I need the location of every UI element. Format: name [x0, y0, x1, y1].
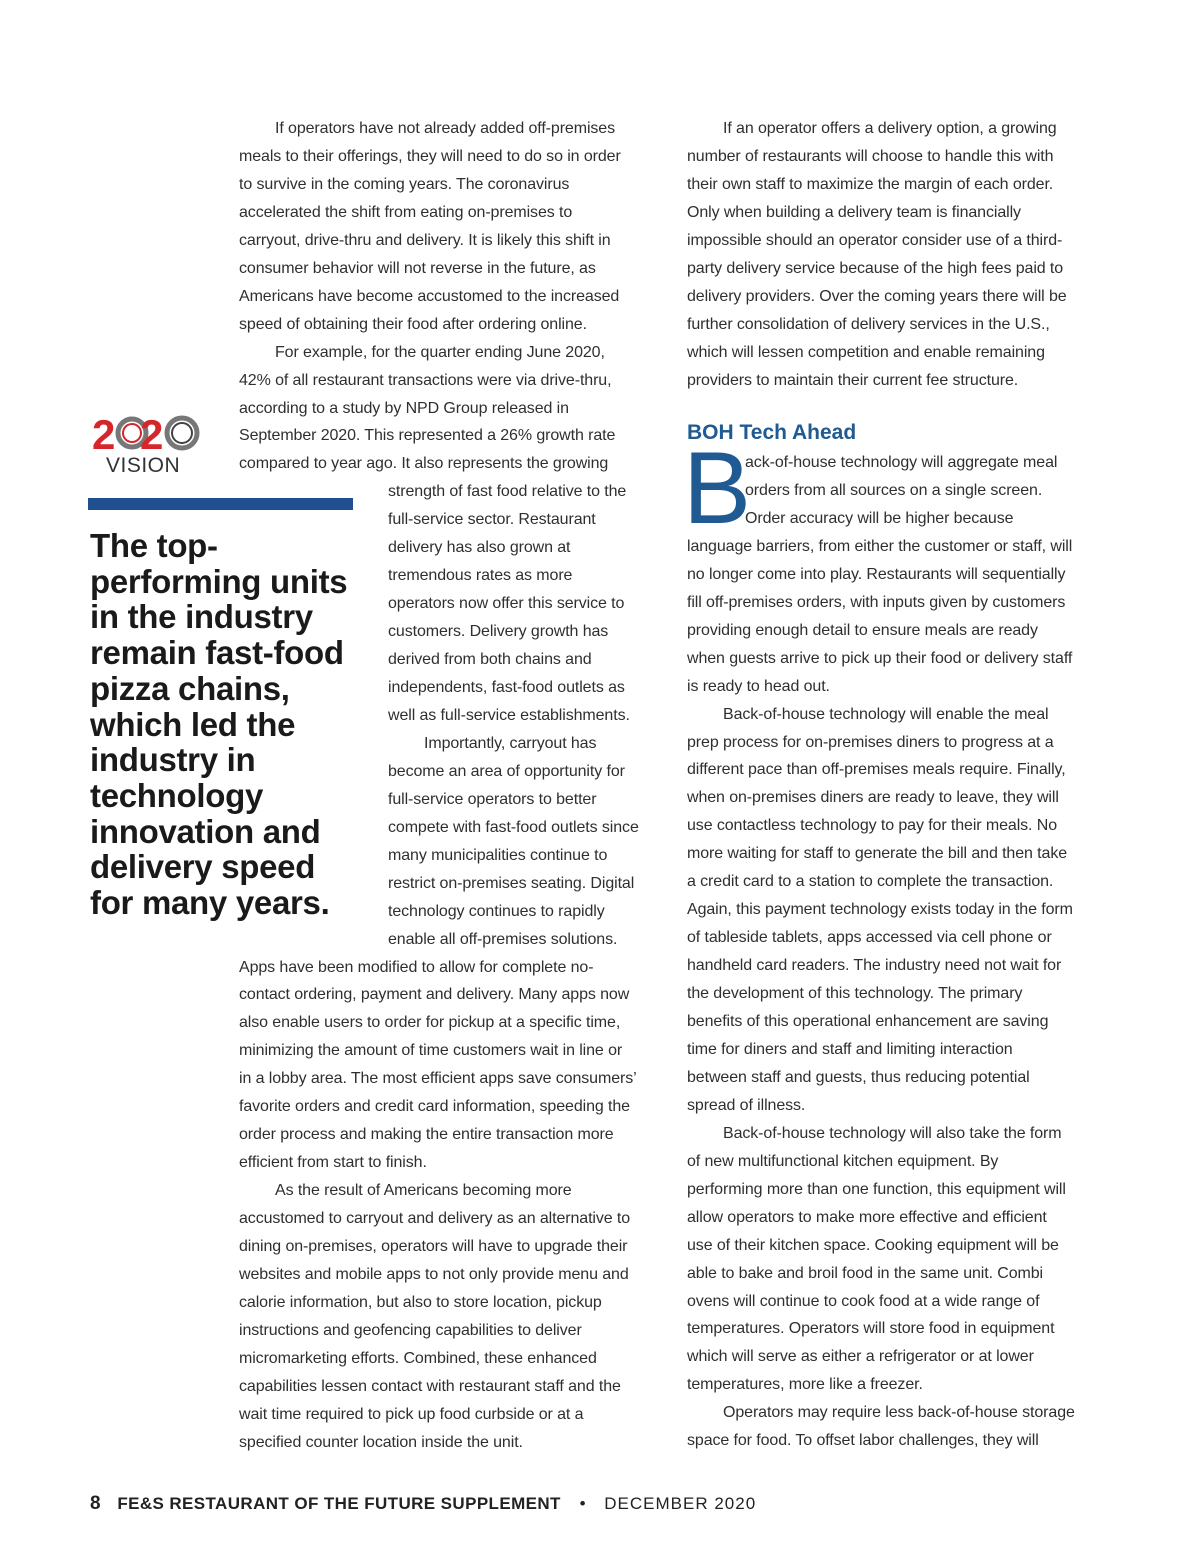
- body-text-line: when guests arrive to pick up their food or delivery staff: [687, 649, 1073, 667]
- body-text-line: space for food. To offset labor challenges, they will: [687, 1432, 1039, 1450]
- body-text-line: specified counter location inside the unit.: [239, 1433, 523, 1451]
- body-text-line: independents, fast-food outlets as: [388, 679, 625, 696]
- body-text-line: September 2020. This represented a 26% growth rate: [239, 427, 616, 445]
- body-text-line: language barriers, from either the customer or staff, will: [687, 537, 1073, 555]
- pull-quote-line: industry in: [90, 741, 256, 779]
- body-text-line: prep process for on-premises diners to progress at a: [687, 733, 1054, 751]
- body-text-line: providers to maintain their current fee structure.: [687, 371, 1019, 389]
- body-text-line: different pace than off-premises meals require. Finally,: [687, 761, 1066, 779]
- body-text-line: performing more than one function, this equipment will: [687, 1180, 1066, 1198]
- body-text-line: handheld card readers. The industry need not wait for: [687, 957, 1062, 975]
- body-text-line: become an area of opportunity for: [388, 762, 625, 780]
- body-text-line: which will lessen competition and enable remaining: [687, 343, 1045, 361]
- body-text-line: micromarketing efforts. Combined, these enhanced: [239, 1349, 597, 1367]
- body-text-line: derived from both chains and: [388, 651, 592, 669]
- body-text-line: Order accuracy will be higher because: [745, 509, 1014, 527]
- body-text-line: temperatures. Operators will store food in equipment: [687, 1320, 1055, 1338]
- body-text-line: between staff and guests, thus reducing potential: [687, 1068, 1030, 1086]
- body-text-line: ovens will continue to cook food at a wide range of: [687, 1292, 1040, 1310]
- pull-quote-line: which led the: [90, 705, 296, 743]
- body-text-line: of tableside tablets, apps accessed via cell phone or: [687, 929, 1052, 947]
- publication-name: FE&S RESTAURANT OF THE FUTURE SUPPLEMENT: [117, 1494, 561, 1513]
- body-text-line: accelerated the shift from eating on-premises to: [239, 203, 573, 221]
- body-text-line: Importantly, carryout has: [424, 734, 597, 752]
- pull-quote-line: in the industry: [90, 598, 313, 636]
- body-text-line: minimizing the amount of time customers wait in line or: [239, 1042, 623, 1060]
- body-text-line: time for diners and staff and limiting interaction: [687, 1040, 1013, 1058]
- body-text-line: many municipalities continue to: [388, 846, 608, 864]
- page-footer: [90, 1493, 756, 1515]
- body-text-line: calorie information, but also to store location, pickup: [239, 1293, 602, 1311]
- body-text-line: For example, for the quarter ending June 2020,: [275, 343, 605, 361]
- body-text-line: customers. Delivery growth has: [388, 623, 609, 641]
- body-text-line: Back-of-house technology will also take the form: [723, 1124, 1062, 1142]
- body-text-line: wait time required to pick up food curbside or at a: [239, 1405, 584, 1423]
- body-text-line: full-service sector. Restaurant: [388, 511, 596, 529]
- body-text-line: operators now offer this service to: [388, 595, 625, 613]
- body-text-line: of new multifunctional kitchen equipment. By: [687, 1152, 999, 1170]
- body-text-line: no longer come into play. Restaurants will sequentially: [687, 565, 1066, 583]
- pull-quote-line: performing units: [90, 562, 348, 600]
- body-text-line: in a lobby area. The most efficient apps save consumers’: [239, 1070, 637, 1088]
- body-text-line: As the result of Americans becoming more: [275, 1182, 572, 1200]
- body-text-line: according to a study by NPD Group released in: [239, 399, 569, 417]
- body-text-line: party delivery service because of the high fees paid to: [687, 259, 1064, 277]
- body-text-line: number of restaurants will choose to handle this with: [687, 147, 1054, 165]
- body-text-line: which will serve as either a refrigerator or at lower: [687, 1348, 1034, 1366]
- body-text-line: efficient from start to finish.: [239, 1154, 427, 1172]
- body-text-line: orders from all sources on a single screen.: [745, 481, 1043, 499]
- body-text-line: well as full-service establishments.: [388, 706, 630, 724]
- pull-quote-line: The top-: [90, 527, 218, 564]
- body-text-line: temperatures, more like a freezer.: [687, 1376, 923, 1394]
- body-text-line: tremendous rates as more: [388, 567, 573, 585]
- pull-quote-line: technology: [90, 776, 264, 814]
- body-text-line: accustomed to carryout and delivery as an alternative to: [239, 1210, 631, 1228]
- body-text-line: contact ordering, payment and delivery. Many apps now: [239, 986, 630, 1004]
- body-text-line: If operators have not already added off-premises: [275, 120, 615, 137]
- page-number: 8: [90, 1493, 101, 1514]
- pull-quote-line: remain fast-food: [90, 634, 344, 672]
- body-text-line: speed of obtaining their food after ordering online.: [239, 315, 587, 333]
- body-text-line: a credit card to a station to complete the transaction.: [687, 873, 1054, 891]
- body-text-line: enable all off-premises solutions.: [388, 930, 618, 948]
- body-text-line: is ready to head out.: [687, 677, 830, 695]
- body-text-line: to survive in the coming years. The coronavirus: [239, 175, 570, 193]
- body-text-line: their own staff to maximize the margin of each order.: [687, 175, 1054, 193]
- drop-cap: B: [683, 431, 752, 545]
- body-text-line: instructions and geofencing capabilities to deliver: [239, 1321, 582, 1339]
- pull-quote-line: pizza chains,: [90, 669, 290, 707]
- body-text-line: able to bake and broil food in the same unit. Combi: [687, 1264, 1044, 1282]
- body-text-line: the development of this technology. The primary: [687, 985, 1023, 1003]
- body-text-line: favorite orders and credit card information, speeding the: [239, 1098, 630, 1116]
- body-text-line: Americans have become accustomed to the increased: [239, 287, 620, 305]
- body-text-line: strength of fast food relative to the: [388, 483, 627, 501]
- body-text-line: dining on-premises, operators will have to upgrade their: [239, 1238, 628, 1255]
- body-text-line: capabilities lessen contact with restaurant staff and the: [239, 1377, 621, 1395]
- body-text-line: when on-premises diners are ready to leave, they will: [687, 789, 1059, 807]
- body-text-line: delivery has also grown at: [388, 539, 571, 557]
- footer-separator: •: [579, 1494, 586, 1513]
- body-text-line: Only when building a delivery team is financially: [687, 203, 1021, 221]
- body-text-line: technology continues to rapidly: [388, 902, 605, 920]
- body-text-line: use contactless technology to pay for their meals. No: [687, 817, 1058, 835]
- body-text-line: ack-of-house technology will aggregate meal: [745, 454, 1058, 471]
- body-text-line: compared to year ago. It also represents the growing: [239, 455, 609, 473]
- body-text-line: also enable users to order for pickup at a specific time,: [239, 1014, 621, 1032]
- body-text-line: allow operators to make more effective and efficient: [687, 1208, 1047, 1226]
- body-text-line: providing enough detail to ensure meals are ready: [687, 621, 1038, 639]
- body-text-line: Back-of-house technology will enable the meal: [723, 705, 1049, 723]
- logo-subtitle: VISION: [106, 454, 181, 477]
- body-text-line: impossible should an operator consider use of a third-: [687, 231, 1063, 249]
- body-text-line: full-service operators to better: [388, 790, 597, 808]
- body-text-line: Apps have been modified to allow for complete no-: [239, 958, 594, 976]
- body-text-line: If an operator offers a delivery option, a growing: [723, 120, 1057, 137]
- body-text-line: Again, this payment technology exists today in the form: [687, 901, 1073, 919]
- body-text-line: carryout, drive-thru and delivery. It is likely this shift in: [239, 231, 611, 249]
- section-heading: BOH Tech Ahead: [687, 421, 857, 444]
- body-text-line: order process and making the entire transaction more: [239, 1126, 614, 1144]
- body-text-line: websites and mobile apps to not only provide menu and: [239, 1265, 629, 1283]
- pull-quote-line: for many years.: [90, 884, 330, 921]
- body-text-line: delivery providers. Over the coming years there will be: [687, 287, 1067, 305]
- body-text-line: compete with fast-food outlets since: [388, 818, 639, 836]
- body-text-line: further consolidation of delivery services in the U.S.,: [687, 315, 1050, 333]
- body-text-line: meals to their offerings, they will need to do so in order: [239, 147, 621, 165]
- pull-quote-line: delivery speed: [90, 848, 316, 886]
- issue-date: DECEMBER 2020: [604, 1494, 757, 1513]
- body-text-line: consumer behavior will not reverse in the future, as: [239, 259, 596, 277]
- body-text-line: 42% of all restaurant transactions were via drive-thru,: [239, 371, 612, 389]
- body-text-line: Operators may require less back-of-house storage: [723, 1404, 1075, 1422]
- body-text-line: use of their kitchen space. Cooking equipment will be: [687, 1236, 1059, 1254]
- body-text-line: spread of illness.: [687, 1096, 806, 1114]
- body-text-line: restrict on-premises seating. Digital: [388, 874, 635, 892]
- pull-quote-bar: [88, 498, 353, 510]
- body-text-line: benefits of this operational enhancement are saving: [687, 1013, 1049, 1030]
- body-text-line: fill off-premises orders, with inputs given by customers: [687, 593, 1066, 611]
- pull-quote-line: innovation and: [90, 812, 321, 850]
- logo-year-2: 2: [92, 411, 116, 458]
- svg-text:2: 2: [140, 411, 164, 458]
- body-text-line: more waiting for staff to generate the bill and then take: [687, 845, 1068, 863]
